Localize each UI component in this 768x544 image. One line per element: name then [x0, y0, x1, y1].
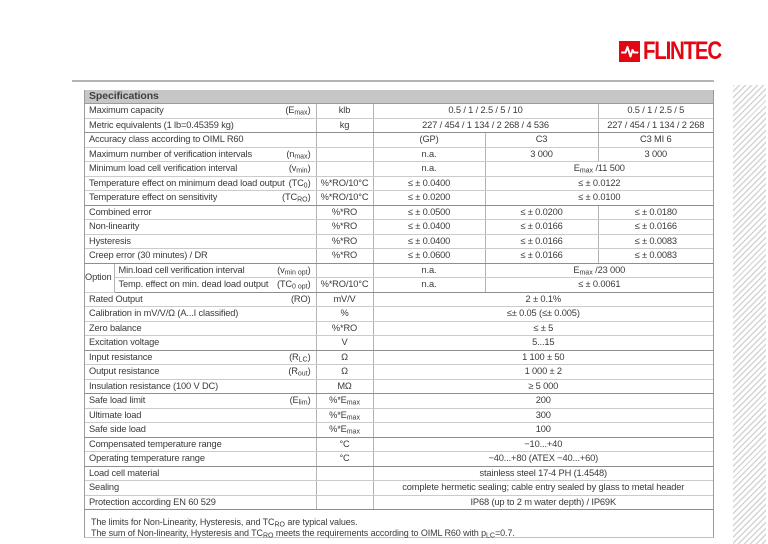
- table-row: [85, 278, 713, 293]
- spec-unit: %*RO/10°C: [316, 176, 373, 191]
- table-row: [85, 365, 713, 380]
- spec-value: ≤ ± 0.0083: [598, 249, 713, 264]
- spec-label-text: Zero balance: [89, 322, 142, 333]
- spec-value: 0.5 / 1 / 2.5 / 5 / 10: [373, 104, 598, 118]
- spec-label: [114, 263, 316, 278]
- spec-label-text: Excitation voltage: [89, 337, 160, 347]
- spec-label: [85, 452, 316, 467]
- spec-label: [85, 205, 316, 220]
- spec-value: (GP): [373, 133, 485, 148]
- spec-label-text: Temp. effect on min. dead load output: [118, 279, 269, 289]
- spec-value: ≤ ± 0.0400: [373, 220, 485, 235]
- spec-unit: °C: [316, 452, 373, 467]
- spec-label: [85, 147, 316, 162]
- spec-symbol: $(TC_{RO})$: [282, 192, 311, 204]
- spec-label-text: Hysteresis: [89, 235, 131, 246]
- spec-value: 5...15: [373, 336, 713, 351]
- spec-value: ≤ ± 0.0166: [485, 249, 598, 264]
- spec-value: ≤ ± 0.0180: [598, 205, 713, 220]
- spec-label: [85, 104, 316, 118]
- diagonal-stripe-pattern: [733, 85, 766, 544]
- table-row: [85, 495, 713, 510]
- spec-label-text: Min.load cell verification interval: [118, 264, 245, 275]
- spec-value: stainless steel 17-4 PH (1.4548): [373, 466, 713, 481]
- footnote-1: The limits for Non-Linearity, Hysteresis, and $TC_{RO}$ are typical values.: [91, 517, 358, 529]
- table-row: [85, 437, 713, 452]
- spec-label: [85, 307, 316, 322]
- spec-label-text: Compensated temperature range: [89, 438, 222, 449]
- spec-label: [85, 379, 316, 394]
- spec-unit: [316, 466, 373, 481]
- spec-value: n.a.: [373, 162, 485, 177]
- spec-label-text: Sealing: [89, 482, 119, 492]
- spec-symbol: (RO): [290, 293, 311, 304]
- top-divider-rule: [72, 80, 714, 82]
- spec-value: 2 ± 0.1%: [373, 292, 713, 307]
- spec-label-text: Accuracy class according to OIML R60: [89, 134, 244, 144]
- spec-value: ≤± 0.05 (≤± 0.005): [373, 307, 713, 322]
- spec-value: C3 MI 6: [598, 133, 713, 148]
- spec-unit: %*RO/10°C: [316, 191, 373, 206]
- spec-value: 300: [373, 408, 713, 423]
- table-row: [85, 307, 713, 322]
- spec-value: ≤ ± 0.0200: [373, 191, 485, 206]
- spec-value: 1 000 ± 2: [373, 365, 713, 380]
- spec-unit: Ω: [316, 350, 373, 365]
- spec-label: [85, 350, 316, 365]
- spec-label-text: Temperature effect on minimum dead load output: [89, 177, 285, 188]
- spec-value: ≤ ± 0.0400: [373, 234, 485, 249]
- spec-unit: %: [316, 307, 373, 322]
- table-row: [85, 176, 713, 191]
- spec-value: ≤ ± 0.0166: [598, 220, 713, 235]
- table-row: [85, 133, 713, 148]
- spec-symbol: $(v_{min})$: [288, 163, 311, 175]
- spec-label: [85, 191, 316, 206]
- table-row: [85, 350, 713, 365]
- spec-unit: %*RO/10°C: [316, 278, 373, 293]
- spec-unit: [316, 495, 373, 510]
- spec-unit: [316, 133, 373, 148]
- spec-label-text: Protection according EN 60 529: [89, 496, 216, 507]
- spec-unit: klb: [316, 104, 373, 118]
- spec-unit: [316, 481, 373, 496]
- spec-value: $E_{max}$ /23 000: [485, 263, 713, 278]
- table-row: [85, 336, 713, 351]
- spec-value: C3: [485, 133, 598, 148]
- spec-unit: $\%*E_{max}$: [316, 394, 373, 409]
- spec-value: ≤ ± 0.0100: [485, 191, 713, 206]
- spec-label: [114, 278, 316, 293]
- spec-unit: %*RO: [316, 321, 373, 336]
- spec-unit: $\%*E_{max}$: [316, 423, 373, 438]
- spec-value: n.a.: [373, 147, 485, 162]
- spec-label: [85, 495, 316, 510]
- spec-value: ≤ ± 0.0166: [485, 220, 598, 235]
- table-row: [85, 147, 713, 162]
- table-row: [85, 220, 713, 235]
- spec-label-text: Ultimate load: [89, 409, 142, 420]
- spec-value: ≤ ± 0.0083: [598, 234, 713, 249]
- spec-label: [85, 321, 316, 336]
- footnote-2: The sum of Non-linearity, Hysteresis and $TC_{RO}$ meets the requirements according to OIML R60 with $p_{LC}=0.7$.: [91, 527, 515, 539]
- spec-unit: $\%*E_{max}$: [316, 408, 373, 423]
- spec-label: [85, 176, 316, 191]
- spec-symbol: $(v_{min opt})$: [277, 264, 311, 276]
- spec-label: [85, 133, 316, 148]
- spec-label: [85, 365, 316, 380]
- flintec-logo: [619, 37, 738, 65]
- spec-header-bar: Specifications: [85, 90, 713, 104]
- spec-label: [85, 437, 316, 452]
- table-row: [85, 321, 713, 336]
- spec-unit: °C: [316, 437, 373, 452]
- spec-label-text: Safe load limit: [89, 395, 146, 405]
- table-row: [85, 162, 713, 177]
- table-row: [85, 263, 713, 278]
- spec-label: [85, 234, 316, 249]
- spec-label-text: Input resistance: [89, 351, 153, 362]
- spec-label-text: Creep error (30 minutes) / DR: [89, 250, 208, 260]
- spec-value: IP68 (up to 2 m water depth) / IP69K: [373, 495, 713, 510]
- table-row: [85, 408, 713, 423]
- spec-value: 227 / 454 / 1 134 / 2 268 / 4 536: [373, 118, 598, 133]
- table-row: [85, 452, 713, 467]
- spec-value: ≤ ± 0.0200: [485, 205, 598, 220]
- spec-label: [85, 162, 316, 177]
- spec-label-text: Combined error: [89, 206, 152, 217]
- option-group-label: Option: [85, 263, 114, 292]
- spec-label: [85, 118, 316, 133]
- spec-value: complete hermetic sealing; cable entry sealed by glass to metal header: [373, 481, 713, 496]
- spec-symbol: $(TC_{0 opt})$: [276, 279, 311, 291]
- spec-label-text: Minimum load cell verification interval: [89, 163, 238, 173]
- spec-label: [85, 336, 316, 351]
- spec-value: 100: [373, 423, 713, 438]
- spec-label-text: Maximum number of verification intervals: [89, 148, 252, 159]
- table-row: [85, 481, 713, 496]
- spec-value: ≤ ± 0.0500: [373, 205, 485, 220]
- spec-value: ≤ ± 5: [373, 321, 713, 336]
- table-row: [85, 249, 713, 264]
- spec-label-text: Metric equivalents (1 lb=0.45359 kg): [89, 119, 234, 130]
- spec-label-text: Non-linearity: [89, 221, 140, 231]
- spec-value: 1 100 ± 50: [373, 350, 713, 365]
- table-row: [85, 104, 713, 118]
- spec-label-text: Rated Output: [89, 293, 143, 304]
- spec-value: n.a.: [373, 278, 485, 293]
- spec-value: 0.5 / 1 / 2.5 / 5: [598, 104, 713, 118]
- footnotes: [85, 510, 713, 538]
- spec-label: [85, 394, 316, 409]
- spec-symbol: $(R_{LC})$: [289, 351, 311, 363]
- spec-label: [85, 220, 316, 235]
- spec-value: ≤ ± 0.0166: [485, 234, 598, 249]
- table-row: [85, 205, 713, 220]
- spec-value: ≥ 5 000: [373, 379, 713, 394]
- table-row: [85, 394, 713, 409]
- table-row: [85, 379, 713, 394]
- spec-label: [85, 481, 316, 496]
- table-row: [85, 234, 713, 249]
- table-row: [85, 466, 713, 481]
- spec-unit: kg: [316, 118, 373, 133]
- spec-unit: %*RO: [316, 220, 373, 235]
- spec-label-text: Safe side load: [89, 424, 146, 434]
- spec-value: n.a.: [373, 263, 485, 278]
- spec-unit: %*RO: [316, 234, 373, 249]
- spec-unit: %*RO: [316, 205, 373, 220]
- spec-value: ≤ ± 0.0061: [485, 278, 713, 293]
- spec-label-text: Calibration in mV/V/Ω (A...I classified): [89, 308, 239, 318]
- spec-label-text: Insulation resistance (100 V DC): [89, 380, 219, 391]
- spec-value: −10...+40: [373, 437, 713, 452]
- spec-symbol: $(E_{lim})$: [289, 395, 311, 407]
- spec-table-body: [85, 104, 713, 510]
- spec-value: 227 / 454 / 1 134 / 2 268: [598, 118, 713, 133]
- spec-unit: Ω: [316, 365, 373, 380]
- spec-label: [85, 292, 316, 307]
- spec-value: 200: [373, 394, 713, 409]
- spec-symbol: $(R_{out})$: [288, 366, 311, 378]
- spec-label-text: Temperature effect on sensitivity: [89, 192, 218, 202]
- spec-value: 3 000: [598, 147, 713, 162]
- spec-label-text: Output resistance: [89, 366, 160, 376]
- spec-symbol: $(E_{max})$: [285, 105, 311, 117]
- spec-symbol: $(n_{max})$: [286, 148, 311, 160]
- spec-value: ≤ ± 0.0122: [485, 176, 713, 191]
- table-row: [85, 191, 713, 206]
- spec-label: [85, 466, 316, 481]
- spec-label-text: Operating temperature range: [89, 453, 205, 463]
- spec-value: ≤ ± 0.0600: [373, 249, 485, 264]
- spec-table: [85, 104, 713, 510]
- spec-label-text: Load cell material: [89, 467, 160, 478]
- spec-label: [85, 408, 316, 423]
- content-frame: [84, 90, 714, 538]
- table-row: [85, 423, 713, 438]
- pulse-waveform-icon: [619, 41, 640, 62]
- spec-unit: %*RO: [316, 249, 373, 264]
- spec-value: $E_{max}$ /11 500: [485, 162, 713, 177]
- spec-value: 3 000: [485, 147, 598, 162]
- spec-unit: [316, 147, 373, 162]
- spec-symbol: $(TC_0)$: [288, 177, 311, 189]
- spec-unit: mV/V: [316, 292, 373, 307]
- spec-value: ≤ ± 0.0400: [373, 176, 485, 191]
- spec-value: −40...+80 (ATEX −40...+60): [373, 452, 713, 467]
- spec-unit: V: [316, 336, 373, 351]
- table-row: [85, 292, 713, 307]
- spec-unit: [316, 263, 373, 278]
- spec-label: [85, 249, 316, 264]
- spec-label: [85, 423, 316, 438]
- brand-text: FLINTEC: [643, 37, 721, 65]
- spec-unit: MΩ: [316, 379, 373, 394]
- table-row: [85, 118, 713, 133]
- spec-label-text: Maximum capacity: [89, 105, 164, 115]
- spec-unit: [316, 162, 373, 177]
